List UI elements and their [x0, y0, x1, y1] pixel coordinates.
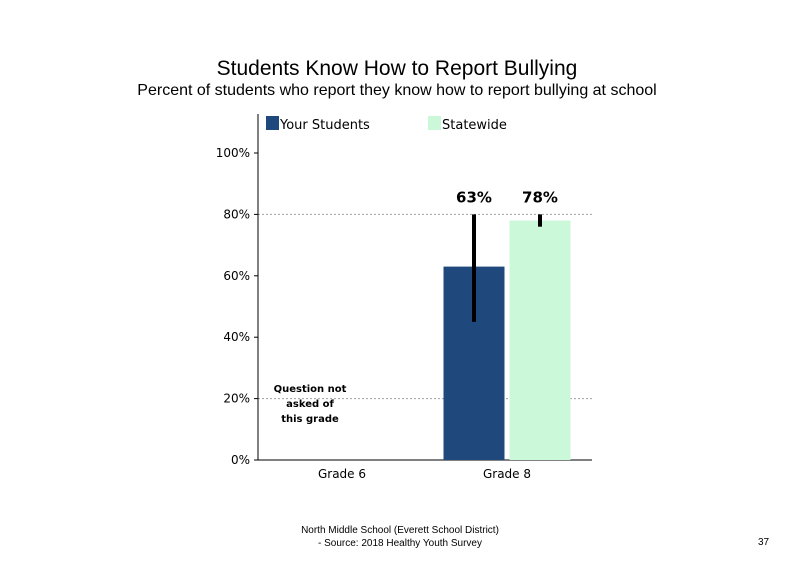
footer — [0, 524, 800, 550]
y-tick-label: 100% — [215, 146, 250, 160]
annotation-text: this grade — [281, 414, 339, 425]
y-tick-label: 40% — [223, 330, 250, 345]
legend-swatch-your-students — [266, 116, 279, 130]
legend-label: Your Students — [280, 118, 370, 133]
footer-school: North Middle School (Everett School District) — [301, 525, 499, 536]
chart-title: Students Know How to Report Bullying — [216, 57, 578, 80]
y-tick-label: 20% — [223, 391, 250, 406]
data-label: 63% — [456, 188, 492, 207]
footer-source: - Source: 2018 Healthy Youth Survey — [318, 538, 482, 549]
chart-subtitle: Percent of students who report they know how to report bullying at school — [137, 82, 657, 99]
annotation-text: Question not — [273, 384, 347, 395]
y-tick-label: 80% — [223, 207, 250, 222]
data-label: 78% — [522, 188, 558, 207]
y-tick-label: 60% — [223, 268, 250, 283]
x-tick-label: Grade 6 — [317, 467, 367, 481]
x-tick-label: Grade 8 — [482, 467, 532, 481]
legend-label: Statewide — [442, 118, 507, 133]
annotation-text: asked of — [286, 399, 334, 410]
bar-statewide — [510, 221, 571, 460]
legend-swatch-statewide — [428, 116, 441, 130]
page-number: 37 — [758, 537, 770, 548]
y-tick-label: 0% — [230, 453, 250, 467]
